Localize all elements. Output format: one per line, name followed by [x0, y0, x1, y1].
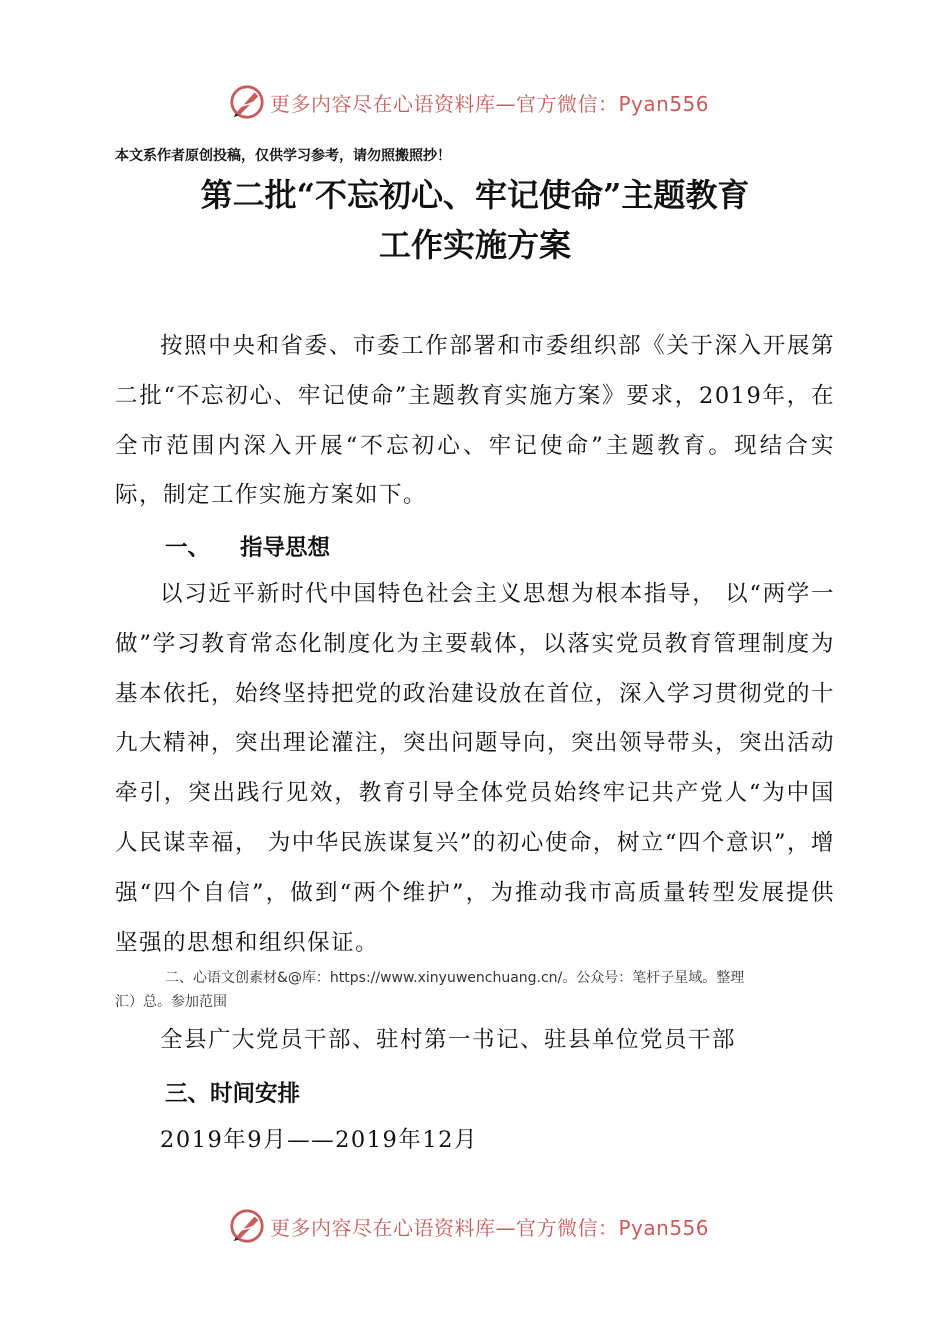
- section-1-body: 以习近平新时代中国特色社会主义思想为根本指导， 以“两学一做”学习教育常态化制度化为主要载体，以落实党员教育管理制度为基本依托，始终坚持把党的政治建设放在首位，深入学习贯彻党的十九大精神，突出理论灌注，突出问题导向，突出领导带头，突出活动牵引，突出践行见效，教育引导全体党员始终牢记共产党人“为中国人民谋幸福， 为中华民族谋复兴”的初心使命，树立“四个意识”，增强“四个自信”，做到“两个维护”，为推动我市高质量转型发展提供坚强的思想和组织保证。: [115, 581, 836, 956]
- document-title-line-1: 第二批“不忘初心、牢记使命”主题教育: [200, 176, 750, 214]
- pen-logo-icon: [228, 83, 266, 121]
- bottom-banner: [228, 1206, 748, 1246]
- pen-logo-icon: [228, 1207, 266, 1245]
- document-title-line-2: 工作实施方案: [378, 226, 571, 264]
- note-line-2: 汇）总。参加范围: [115, 994, 227, 1010]
- section-2-body: 全县广大党员干部、驻村第一书记、驻县单位党员干部: [160, 1027, 737, 1053]
- banner-text: 更多内容尽在心语资料库—官方微信：Pyan556: [270, 91, 710, 116]
- section-3-heading: 三、时间安排: [165, 1081, 301, 1107]
- banner-text: 更多内容尽在心语资料库—官方微信：Pyan556: [270, 1215, 710, 1240]
- copyright-notice: 本文系作者原创投稿，仅供学习参考，请勿照搬照抄！: [115, 148, 451, 164]
- section-1-heading: [165, 530, 330, 562]
- top-banner: [228, 82, 748, 122]
- section-2-heading-note: [115, 966, 840, 1014]
- note-line-1: 二、心语文创素材&@库：https://www.xinyuwenchuang.cn/。公众号：笔杆子星域。整理: [165, 970, 745, 986]
- wechat-id: Pyan556: [618, 91, 710, 116]
- section-1-title: 指导思想: [240, 535, 331, 561]
- wechat-id: Pyan556: [618, 1215, 710, 1240]
- section-1-number: 一、: [165, 535, 211, 561]
- intro-paragraph: 按照中央和省委、市委工作部署和市委组织部《关于深入开展第二批“不忘初心、牢记使命”主题教育实施方案》要求，2019年，在全市范围内深入开展“不忘初心、牢记使命”主题教育。现结合实际，制定工作实施方案如下。: [115, 333, 835, 509]
- section-3-body: 2019年9月——2019年12月: [160, 1127, 478, 1153]
